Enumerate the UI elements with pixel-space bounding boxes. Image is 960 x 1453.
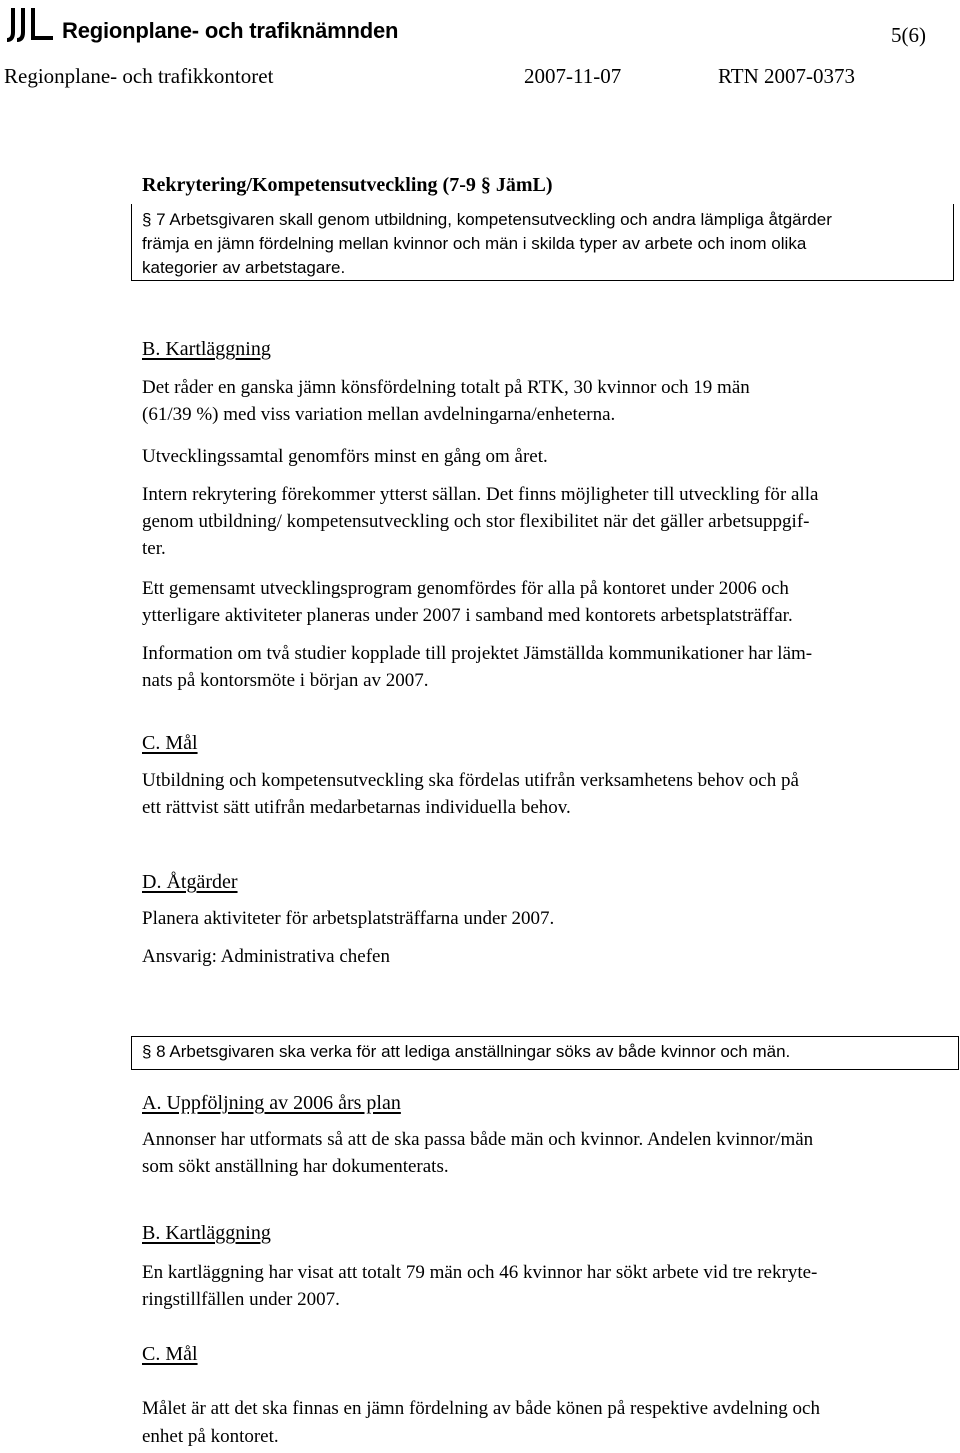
body-text-line: Planera aktiviteter för arbetsplatsträffarna under 2007. bbox=[142, 908, 555, 929]
body-text-line: Målet är att det ska finnas en jämn fördelning av både könen på respektive avdelning och bbox=[142, 1398, 820, 1419]
body-text-line: Information om två studier kopplade till projektet Jämställda kommunikationer har läm- bbox=[142, 643, 813, 664]
paragraph-7-line: främja en jämn fördelning mellan kvinnor och män i skilda typer av arbete och inom olika bbox=[142, 234, 807, 253]
subsection-label-b2: B. Kartläggning bbox=[142, 1222, 271, 1244]
body-text-line: enhet på kontoret. bbox=[142, 1426, 279, 1447]
paragraph-8-text: § 8 Arbetsgivaren ska verka för att lediga anställningar söks av både kvinnor och män. bbox=[142, 1042, 791, 1061]
body-text-line: En kartläggning har visat att totalt 79 män och 46 kvinnor har sökt arbete vid tre rekryte- bbox=[142, 1262, 818, 1283]
body-text-line: Intern rekrytering förekommer ytterst sällan. Det finns möjligheter till utveckling för alla bbox=[142, 484, 819, 505]
document-reference: RTN 2007-0373 bbox=[718, 64, 855, 88]
body-text-line: (61/39 %) med viss variation mellan avdelningarna/enheterna. bbox=[142, 404, 616, 425]
body-text-line: Det råder en ganska jämn könsfördelning totalt på RTK, 30 kvinnor och 19 män bbox=[142, 377, 750, 398]
paragraph-7-line: § 7 Arbetsgivaren skall genom utbildning, kompetensutveckling och andra lämpliga åtgärder bbox=[142, 210, 832, 229]
body-text-line: Ett gemensamt utvecklingsprogram genomfördes för alla på kontoret under 2006 och bbox=[142, 578, 789, 599]
body-text-line: som sökt anställning har dokumenterats. bbox=[142, 1156, 449, 1177]
office-name: Regionplane- och trafikkontoret bbox=[4, 64, 274, 88]
subsection-label-a: A. Uppföljning av 2006 års plan bbox=[142, 1092, 401, 1114]
body-text-line: Annonser har utformats så att de ska passa både män och kvinnor. Andelen kvinnor/män bbox=[142, 1129, 814, 1150]
subsection-label-d: D. Åtgärder bbox=[142, 871, 238, 893]
body-text-line: ytterligare aktiviteter planeras under 2007 i samband med kontorets arbetsplatsträffar. bbox=[142, 605, 793, 626]
body-text-line: Utvecklingssamtal genomförs minst en gång om året. bbox=[142, 446, 548, 467]
section-heading: Rekrytering/Kompetensutveckling (7-9 § JämL) bbox=[142, 174, 553, 196]
document-date: 2007-11-07 bbox=[524, 64, 622, 88]
body-text-line: Utbildning och kompetensutveckling ska fördelas utifrån verksamhetens behov och på bbox=[142, 770, 799, 791]
body-text-line: nats på kontorsmöte i början av 2007. bbox=[142, 670, 429, 691]
organization-name: Regionplane- och trafiknämnden bbox=[62, 18, 399, 43]
body-text-line: ringstillfällen under 2007. bbox=[142, 1289, 340, 1310]
body-text-line: ett rättvist sätt utifrån medarbetarnas individuella behov. bbox=[142, 797, 571, 818]
body-text-line: Ansvarig: Administrativa chefen bbox=[142, 946, 390, 967]
subsection-label-c2: C. Mål bbox=[142, 1343, 198, 1365]
page-number: 5(6) bbox=[891, 23, 926, 47]
organization-logo bbox=[5, 6, 55, 44]
subsection-label-b: B. Kartläggning bbox=[142, 338, 271, 360]
body-text-line: genom utbildning/ kompetensutveckling och stor flexibilitet när det gäller arbetsuppgif- bbox=[142, 511, 810, 532]
subsection-label-c: C. Mål bbox=[142, 732, 198, 754]
paragraph-7-line: kategorier av arbetstagare. bbox=[142, 258, 346, 277]
body-text-line: ter. bbox=[142, 538, 166, 559]
